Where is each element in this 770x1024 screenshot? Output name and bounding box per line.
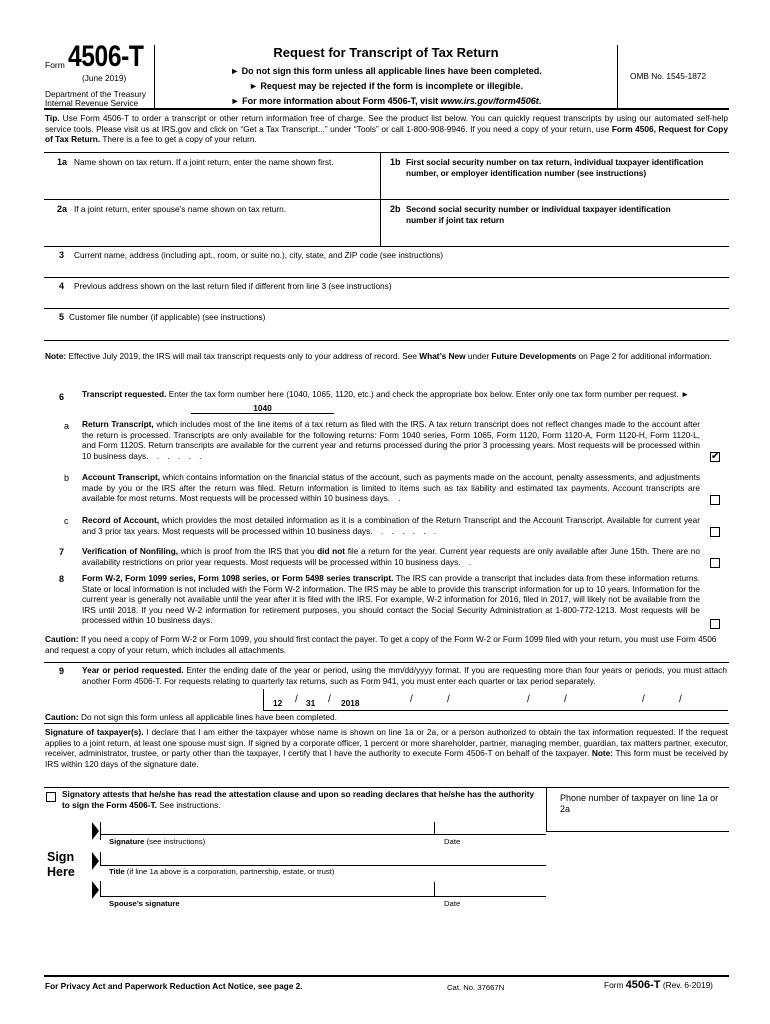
account-transcript-checkbox[interactable]: [710, 495, 720, 505]
line-6-bold: Transcript requested.: [82, 389, 167, 399]
info-return-transcript-checkbox[interactable]: [710, 619, 720, 629]
line-7-text2: file a return for the year. Current year requests are only available after June 15th. There are no availability restrictions on prior year requests. Most requests will be processed within 10 business days: [82, 546, 700, 567]
note-text3: on Page 2 for additional information.: [576, 351, 712, 361]
line-5-label: Customer file number (if applicable) (see instructions): [69, 312, 266, 322]
irs-link[interactable]: www.irs.gov/form4506t: [440, 96, 539, 106]
line-6a-bold: Return Transcript,: [82, 419, 154, 429]
attestation-bold: Signatory attests that he/she has read the attestation clause and upon so reading declares that he/she has the authority to sign the Form 4506-T.: [62, 789, 535, 810]
line-6c-dots: . . . . . . .: [370, 525, 440, 536]
spouse-date-field[interactable]: [438, 880, 543, 896]
rule-4: [44, 277, 729, 278]
line-1a-label: Name shown on tax return. If a joint return, enter the name shown first.: [74, 157, 334, 167]
footer-form-id: [604, 980, 713, 991]
line-9-desc: Enter the ending date of the year or period, using the mm/dd/yyyy format. If you are requesting more than four years or periods, you must attach another Form 4506-T. For requests relating to quarterly tax returns, such as Form 941, you must enter each quarter or tax period separately.: [82, 665, 728, 686]
header-note2: ► Request may be rejected if the form is incomplete or illegible.: [249, 81, 523, 91]
signature-label: [109, 837, 205, 846]
rule-1: [44, 152, 729, 153]
line-6b-letter: b: [64, 473, 70, 483]
line-6b-text: [82, 472, 700, 504]
line-6a-text: [82, 419, 700, 461]
agency-line2: Internal Revenue Service: [45, 98, 139, 108]
line-2a-label: If a joint return, enter spouse’s name shown on tax return.: [74, 204, 286, 214]
phone-underline: [546, 831, 729, 832]
period2-slash1: /: [410, 694, 413, 705]
tip-text1: Use Form 4506-T to order a transcript or other return information free of charge. See the product list below. You can quickly request transcripts by using our automated self-help service tools. Please visit us at IRS.gov and click on “Get a Tax Transcript...” under “Tools” or call 1-800-908-9946. If you need a copy of your return, use: [45, 113, 728, 134]
line-6b-bold: Account Transcript,: [82, 472, 161, 482]
line-1a-num: 1a: [57, 157, 68, 167]
line-6a-desc: which includes most of the line items of a tax return as filed with the IRS. A tax return transcript does not reflect changes made to the account after the return is processed. Transcripts are only available for the following returns: Form 1040 series, Form 1065, Form 1120, Form 1120-A, Form 1120-H, Form 1120-L, and Form 1120S. Return transcripts are available for the current year and returns processed during the prior 3 processing years. Most requests will be processed within 10 business days: [82, 419, 700, 461]
signature-line: [100, 834, 546, 835]
line-6-text: [82, 389, 727, 400]
line-2b-num: 2b: [390, 204, 401, 214]
rule-3: [44, 246, 729, 247]
privacy-notice: For Privacy Act and Paperwork Reduction Act Notice, see page 2.: [45, 981, 303, 991]
line-4-label: Previous address shown on the last return filed if different from line 3 (see instructions): [74, 281, 392, 291]
caution2-label: Caution:: [45, 712, 79, 722]
ssn-field[interactable]: [384, 180, 724, 198]
phone-label: Phone number of taxpayer on line 1a or 2a: [560, 793, 719, 814]
attestation-checkbox[interactable]: [46, 792, 56, 802]
line-2b-label: Second social security number or individual taxpayer identification number if joint tax return: [406, 204, 671, 225]
sign-here-label: [47, 850, 75, 880]
signature-field[interactable]: [104, 818, 429, 834]
spouse-arrow-icon: [92, 881, 99, 899]
customer-file-number-field[interactable]: [46, 324, 726, 338]
period4-slash2: /: [679, 694, 682, 705]
title-label: [109, 867, 334, 876]
tip-bold: Form 4506, Request for Copy of Tax Return.: [45, 123, 728, 145]
record-of-account-checkbox[interactable]: [710, 527, 720, 537]
note-paragraph: [45, 351, 728, 362]
line-8-dots: .: [210, 615, 216, 626]
verification-nonfiling-checkbox[interactable]: [710, 558, 720, 568]
line-7-num: 7: [59, 547, 65, 557]
tip-paragraph: [45, 113, 728, 145]
line-3-label: Current name, address (including apt., room, or suite no.), city, state, and ZIP code (see instructions): [74, 250, 444, 260]
title-line: [100, 865, 546, 866]
here-word: Here: [47, 865, 75, 879]
spouse-signature-field[interactable]: [104, 880, 429, 896]
period4-slash1: /: [642, 694, 645, 705]
note-bold1: What’s New: [419, 351, 466, 361]
spouse-ssn-field[interactable]: [384, 226, 724, 244]
line-1b-num: 1b: [390, 157, 401, 167]
form-number: 4506-T: [68, 40, 144, 73]
header-note3-prefix: ► For more information about Form 4506-T, visit: [230, 96, 441, 106]
period3-slash1: /: [527, 694, 530, 705]
line-7-text1: which is proof from the IRS that you: [178, 546, 318, 556]
footer-rev: (Rev. 6-2019): [660, 980, 713, 990]
title-tick: [100, 852, 101, 866]
current-address-field[interactable]: [46, 262, 726, 276]
signature-section-label: Signature of taxpayer(s).: [45, 727, 144, 737]
catalog-number: Cat. No. 37667N: [447, 983, 505, 992]
tip-label: Tip.: [45, 113, 60, 123]
rule-6: [44, 340, 729, 341]
agency-line1: Department of the Treasury: [45, 89, 146, 99]
caution-w2: [45, 634, 728, 655]
sign-word: Sign: [47, 850, 75, 864]
name-field[interactable]: [46, 180, 376, 198]
line-8-desc: The IRS can provide a transcript that includes data from these information returns. State or local information is not included with the Form W-2 information. The IRS may be able to provide this transcript information for up to 10 years. Information for the current year is generally not available until the year after it is filed with the IRS. For example, W-2 information for 2016, filed in 2017, will likely not be available from the IRS until 2018. If you need W-2 information for retirement purposes, you should contact the Social Security Administration at 1-800-772-1213. Most requests will be processed within 10 business days: [82, 573, 700, 626]
line-7-text: [82, 546, 700, 567]
line-7-bold2: did not: [317, 546, 346, 556]
line-6-desc: Enter the tax form number here (1040, 1065, 1120, etc.) and check the appropriate box below. Enter only one tax form number per request. ►: [166, 389, 690, 399]
signature-section-note: Note:: [591, 748, 614, 759]
period1-year[interactable]: 2018: [341, 698, 360, 708]
line-4-num: 4: [59, 281, 65, 291]
line-9-num: 9: [59, 666, 65, 676]
phone-divider: [546, 787, 547, 831]
caution1-text: If you need a copy of Form W-2 or Form 1099, you should first contact the payer. To get a copy of the Form W-2 or Form 1099 filed with your return, you must use Form 4506 and request a copy of your return, which includes all attachments.: [45, 634, 717, 655]
signature-declaration: [45, 727, 728, 769]
line-6c-desc: which provides the most detailed information as it is a combination of the Return Transcript and the Account Transcript. Available for current year and 3 prior tax years. Most requests will be processed within 10 business days: [82, 515, 700, 536]
signature-date-tick: [434, 822, 435, 834]
line-6b-desc: which contains information on the financial status of the account, such as payments made on the account, penalty assessments, and adjustments made by you or the IRS after the return was filed. Return information is limited to items such as tax liability and estimated tax payments. Account transcripts are available for most returns. Most requests will be processed within 10 business days: [82, 472, 700, 504]
title-label-bold: Title: [109, 867, 125, 876]
signature-date-field[interactable]: [438, 818, 543, 834]
note-text1: Effective July 2019, the IRS will mail tax transcript requests only to your address of record. See: [66, 351, 420, 361]
line-8-bold: Form W-2, Form 1099 series, Form 1098 series, or Form 5498 series transcript.: [82, 573, 394, 583]
return-transcript-checkbox[interactable]: ✔: [711, 451, 720, 462]
note-bold2: Future Developments: [491, 351, 577, 361]
period1-slash2: /: [328, 694, 331, 705]
rule-8: [44, 723, 729, 724]
header-note3: [155, 96, 617, 107]
form-date: (June 2019): [82, 73, 127, 83]
spouse-date-label: Date: [444, 899, 461, 908]
caution2-text: Do not sign this form unless all applicable lines have been completed.: [78, 712, 337, 722]
period-underline: [263, 710, 728, 711]
attestation-text: [62, 789, 538, 810]
rule-2: [44, 199, 729, 200]
period2-slash2: /: [447, 694, 450, 705]
omb-number: OMB No. 1545-1872: [630, 71, 707, 81]
line-8-text: [82, 573, 700, 626]
line-6-num: 6: [59, 392, 65, 402]
period-divider: [263, 689, 264, 710]
title-field[interactable]: [104, 850, 544, 864]
rule-5: [44, 308, 729, 309]
footer-form-word: Form: [604, 980, 626, 990]
signature-tick: [100, 822, 101, 840]
spouse-label: Spouse’s signature: [109, 899, 180, 908]
spouse-name-field[interactable]: [46, 226, 376, 244]
signature-section-text1: I declare that I am either the taxpayer whose name is shown on line 1a or 2a, or a person authorized to obtain the tax information requested. If the request applies to a joint return, at least one spouse must sign. If signed by a corporate officer, 1 percent or more shareholder, partner, managing member, guardian, tax matters partner, executor, receiver, administrator, trustee, or party other than the taxpayer, I certify that I have the authority to execute Form 4506-T on behalf of the taxpayer.: [45, 727, 728, 759]
header-rule: [44, 108, 729, 110]
period3-field[interactable]: [512, 694, 592, 708]
header-note3-suffix: .: [538, 96, 542, 106]
caution1-label: Caution:: [45, 634, 79, 644]
signature-section-text2: This form must be received by IRS within 120 days of the signature date.: [45, 748, 728, 769]
period1-day[interactable]: 31: [306, 698, 316, 708]
line-6c-bold: Record of Account,: [82, 515, 160, 525]
note-label: Note:: [45, 351, 67, 361]
line-6c-text: [82, 515, 700, 536]
tip-text2: There is a fee to get a copy of your return.: [100, 134, 257, 145]
header-divider-right: [617, 45, 618, 108]
form-word: Form: [45, 60, 65, 70]
line-1b-label: First social security number on tax return, individual taxpayer identification number, or employer identification number (see instructions): [406, 157, 704, 178]
title-label-text: (if line 1a above is a corporation, partnership, estate, or trust): [124, 867, 335, 876]
line-2a-num: 2a: [57, 204, 68, 214]
note-text2: under: [465, 351, 492, 361]
signature-arrow-icon: [92, 822, 99, 840]
line-6a-dots: . . . . . .: [146, 450, 205, 461]
tax-form-number-field[interactable]: 1040: [191, 403, 334, 414]
caution-sign: [45, 712, 337, 723]
spouse-tick: [100, 881, 101, 897]
line-7-bold: Verification of Nonfiling,: [82, 546, 179, 556]
line-6b-dots: . .: [387, 493, 404, 504]
attestation-instructions: See instructions.: [156, 799, 221, 810]
line-9-bold: Year or period requested.: [82, 665, 184, 675]
period1-month[interactable]: 12: [273, 698, 283, 708]
footer-rule: [44, 975, 729, 977]
signature-label-bold: Signature: [109, 837, 145, 846]
line-6c-letter: c: [64, 516, 69, 526]
phone-field[interactable]: [560, 816, 725, 830]
period3-slash2: /: [564, 694, 567, 705]
previous-address-field[interactable]: [46, 293, 726, 307]
title-arrow-icon: [92, 852, 99, 870]
rule-7: [44, 662, 729, 663]
form-title: Request for Transcript of Tax Return: [273, 45, 499, 60]
line-8-num: 8: [59, 574, 65, 584]
line-5-num: 5: [59, 312, 65, 322]
line-9-text: [82, 665, 727, 686]
rule-9: [44, 787, 729, 788]
period2-field[interactable]: [396, 694, 476, 708]
header-note1: ► Do not sign this form unless all applicable lines have been completed.: [230, 66, 542, 76]
spouse-date-tick: [434, 882, 435, 896]
period4-field[interactable]: [628, 694, 708, 708]
line-7-dots: . .: [458, 556, 475, 567]
footer-form-number: 4506-T: [625, 979, 661, 991]
line-3-num: 3: [59, 250, 65, 260]
spouse-line: [100, 896, 546, 897]
line-6a-letter: a: [64, 421, 70, 431]
date-label: Date: [444, 837, 461, 846]
period1-slash1: /: [295, 694, 298, 705]
signature-label-text: (see instructions): [144, 837, 206, 846]
